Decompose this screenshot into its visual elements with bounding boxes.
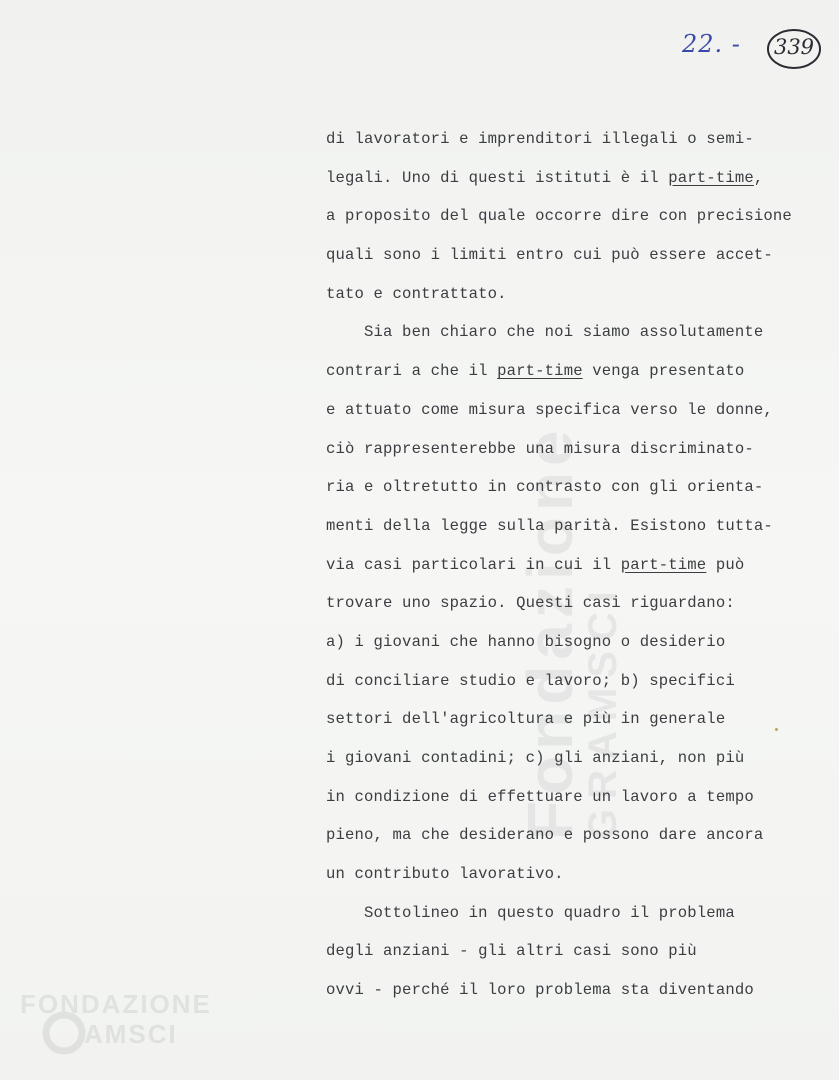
text-line	[326, 975, 826, 1014]
text-segment: via casi particolari in cui il	[326, 555, 621, 574]
text-line	[326, 588, 826, 627]
text-line	[326, 395, 826, 434]
underlined-term: part-time	[497, 362, 583, 381]
text-line	[326, 782, 826, 821]
text-segment: ,	[753, 168, 764, 187]
text-segment: degli anziani - gli altri casi sono più	[326, 942, 697, 961]
text-segment: ciò rappresenterebbe una misura discriminato-	[326, 439, 754, 458]
text-segment: pieno, ma che desiderano e possono dare ancora	[326, 826, 764, 845]
text-segment: Sia ben chiaro che noi siamo assolutamente	[326, 323, 764, 342]
text-segment: può	[706, 555, 745, 574]
text-line	[326, 859, 826, 898]
text-line	[326, 666, 826, 705]
text-line	[326, 898, 826, 937]
text-line	[326, 511, 826, 550]
text-line	[326, 317, 826, 356]
text-line	[326, 550, 826, 589]
text-line	[326, 627, 826, 666]
text-line	[326, 936, 826, 975]
text-segment: legali. Uno di questi istituti è il	[326, 168, 669, 187]
underlined-term: part-time	[668, 168, 754, 187]
text-line	[326, 434, 826, 473]
text-segment: di conciliare studio e lavoro; b) specifici	[326, 671, 735, 690]
text-segment: contrari a che il	[326, 362, 498, 381]
paper-speck	[775, 728, 778, 731]
text-segment: i giovani contadini; c) gli anziani, non più	[326, 749, 745, 767]
text-segment: settori dell'agricoltura e più in generale	[326, 710, 726, 729]
circled-number-text: 339	[773, 35, 815, 59]
text-line	[326, 163, 826, 202]
text-line	[326, 240, 826, 279]
document-body-text	[326, 124, 826, 1014]
text-segment: menti della legge sulla parità. Esistono tutta-	[326, 516, 773, 535]
handwritten-page-number: 22. -	[682, 30, 741, 58]
svg-text:AMSCI: AMSCI	[84, 1019, 178, 1049]
text-line	[326, 743, 826, 782]
text-segment: a proposito del quale occorre dire con precisione	[326, 207, 792, 226]
text-line	[326, 279, 826, 318]
svg-text:Fondazione: Fondazione	[514, 424, 586, 840]
text-line	[326, 356, 826, 395]
text-segment: ovvi - perché il loro problema sta diventando	[326, 981, 754, 1000]
text-line	[326, 820, 826, 859]
text-line	[326, 472, 826, 511]
text-segment: e attuato come misura specifica verso le donne,	[326, 400, 773, 419]
watermark-footer-logo-svg	[20, 985, 220, 1055]
text-segment: tato e contrattato.	[326, 284, 507, 303]
text-segment: ria e oltretutto in contrasto con gli orienta-	[326, 478, 764, 497]
text-segment: a) i giovani che hanno bisogno o desiderio	[326, 632, 726, 651]
circled-archive-number	[766, 28, 822, 70]
text-segment: venga presentato	[582, 362, 745, 381]
watermark-footer-logo	[20, 985, 220, 1060]
text-segment: un contributo lavorativo.	[326, 865, 564, 884]
text-segment: di lavoratori e imprenditori illegali o semi-	[326, 130, 754, 148]
text-line	[326, 704, 826, 743]
underlined-term: part-time	[620, 555, 707, 574]
text-line	[326, 201, 826, 240]
text-segment: trovare uno spazio. Questi casi riguardano:	[326, 594, 735, 613]
text-segment: quali sono i limiti entro cui può essere accet-	[326, 246, 773, 265]
text-segment: Sottolineo in questo quadro il problema	[326, 903, 735, 922]
text-line	[326, 124, 826, 163]
svg-text:FONDAZIONE: FONDAZIONE	[20, 989, 212, 1019]
svg-text:GRAMSCI: GRAMSCI	[581, 581, 625, 840]
text-segment: in condizione di effettuare un lavoro a tempo	[326, 787, 754, 806]
